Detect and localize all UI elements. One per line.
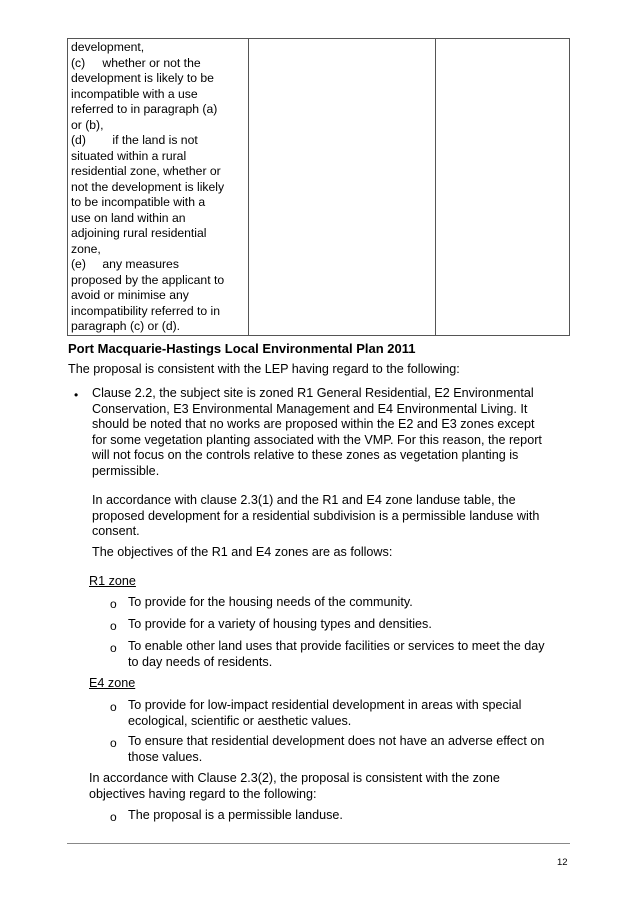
paragraph-line: Conservation, E3 Environmental Management and E4 Environmental Living. It <box>92 401 528 416</box>
criteria-line: incompatible with a use <box>71 86 198 101</box>
bullet-marker: • <box>74 388 79 402</box>
r1-zone-heading: R1 zone <box>89 574 136 588</box>
clause-2-3-2-paragraph <box>89 771 500 802</box>
criteria-table <box>67 38 570 336</box>
paragraph-line: objectives having regard to the following: <box>89 786 317 801</box>
paragraph-line: consent. <box>92 524 140 538</box>
sub-bullet-marker: o <box>110 736 117 750</box>
criteria-line: residential zone, whether or <box>71 164 221 178</box>
table-cell-criteria <box>68 39 249 336</box>
criteria-line: development is likely to be <box>71 71 214 85</box>
list-item: To enable other land uses that provide facilities or services to meet the day to day needs of residents. <box>128 639 545 669</box>
criteria-line: development, <box>71 40 145 54</box>
criteria-line: avoid or minimise any <box>71 288 189 302</box>
clause-2-2-paragraph <box>92 386 542 479</box>
e4-zone-heading: E4 zone <box>89 676 136 690</box>
list-item: To ensure that residential development does not have an adverse effect on those values. <box>128 734 545 764</box>
paragraph-line: In accordance with Clause 2.3(2), the proposal is consistent with the zone <box>89 771 500 785</box>
sub-bullet-marker: o <box>110 619 117 633</box>
sub-bullet-marker: o <box>110 597 117 611</box>
criteria-text <box>68 39 248 335</box>
page-number: 12 <box>557 857 568 868</box>
criteria-line: to be incompatible with a <box>71 195 206 209</box>
criteria-line: paragraph (c) or (d). <box>71 319 181 333</box>
criteria-line: referred to in paragraph (a) <box>71 102 218 116</box>
criteria-line: or (b), <box>71 117 104 132</box>
list-item: To provide for a variety of housing types and densities. <box>128 617 432 631</box>
criteria-line: zone, <box>71 241 101 256</box>
paragraph-line: permissible. <box>92 463 160 478</box>
sub-bullet-marker: o <box>110 700 117 714</box>
criteria-line: (d) if the land is not <box>71 133 198 147</box>
criteria-line: not the development is likely <box>71 179 225 194</box>
paragraph-line: will not focus on the controls relative to these zones as vegetation planting is <box>92 448 519 462</box>
criteria-line: proposed by the applicant to <box>71 272 225 287</box>
list-item: To provide for the housing needs of the community. <box>128 595 413 609</box>
table-cell-proposed <box>249 39 436 336</box>
objectives-intro: The objectives of the R1 and E4 zones are as follows: <box>92 545 393 559</box>
paragraph-line: Clause 2.2, the subject site is zoned R1 General Residential, E2 Environmental <box>92 386 534 400</box>
clause-2-3-1-paragraph <box>92 493 539 540</box>
footer-rule <box>67 843 570 844</box>
paragraph-line: should be noted that no works are proposed within the E2 and E3 zones except <box>92 417 535 431</box>
list-item: To provide for low-impact residential development in areas with special ecological, scientific or aesthetic values. <box>128 698 522 728</box>
paragraph-line: proposed development for a residential subdivision is a permissible landuse with <box>92 508 540 523</box>
sub-bullet-marker: o <box>110 641 117 655</box>
criteria-line: (c) whether or not the <box>71 55 201 70</box>
paragraph-line: In accordance with clause 2.3(1) and the R1 and E4 zone landuse table, the <box>92 493 516 507</box>
criteria-line: use on land within an <box>71 210 186 225</box>
intro-paragraph: The proposal is consistent with the LEP having regard to the following: <box>68 362 460 376</box>
section-heading: Port Macquarie-Hastings Local Environmental Plan 2011 <box>68 341 416 356</box>
criteria-line: adjoining rural residential <box>71 226 207 240</box>
criteria-line: situated within a rural <box>71 148 187 163</box>
table-cell-complies <box>436 39 570 336</box>
sub-bullet-marker: o <box>110 810 117 824</box>
paragraph-line: for some vegetation planting associated with the VMP. For this reason, the report <box>92 432 542 447</box>
criteria-line: incompatibility referred to in <box>71 303 221 318</box>
criteria-line: (e) any measures <box>71 257 179 271</box>
final-item: The proposal is a permissible landuse. <box>128 808 343 822</box>
